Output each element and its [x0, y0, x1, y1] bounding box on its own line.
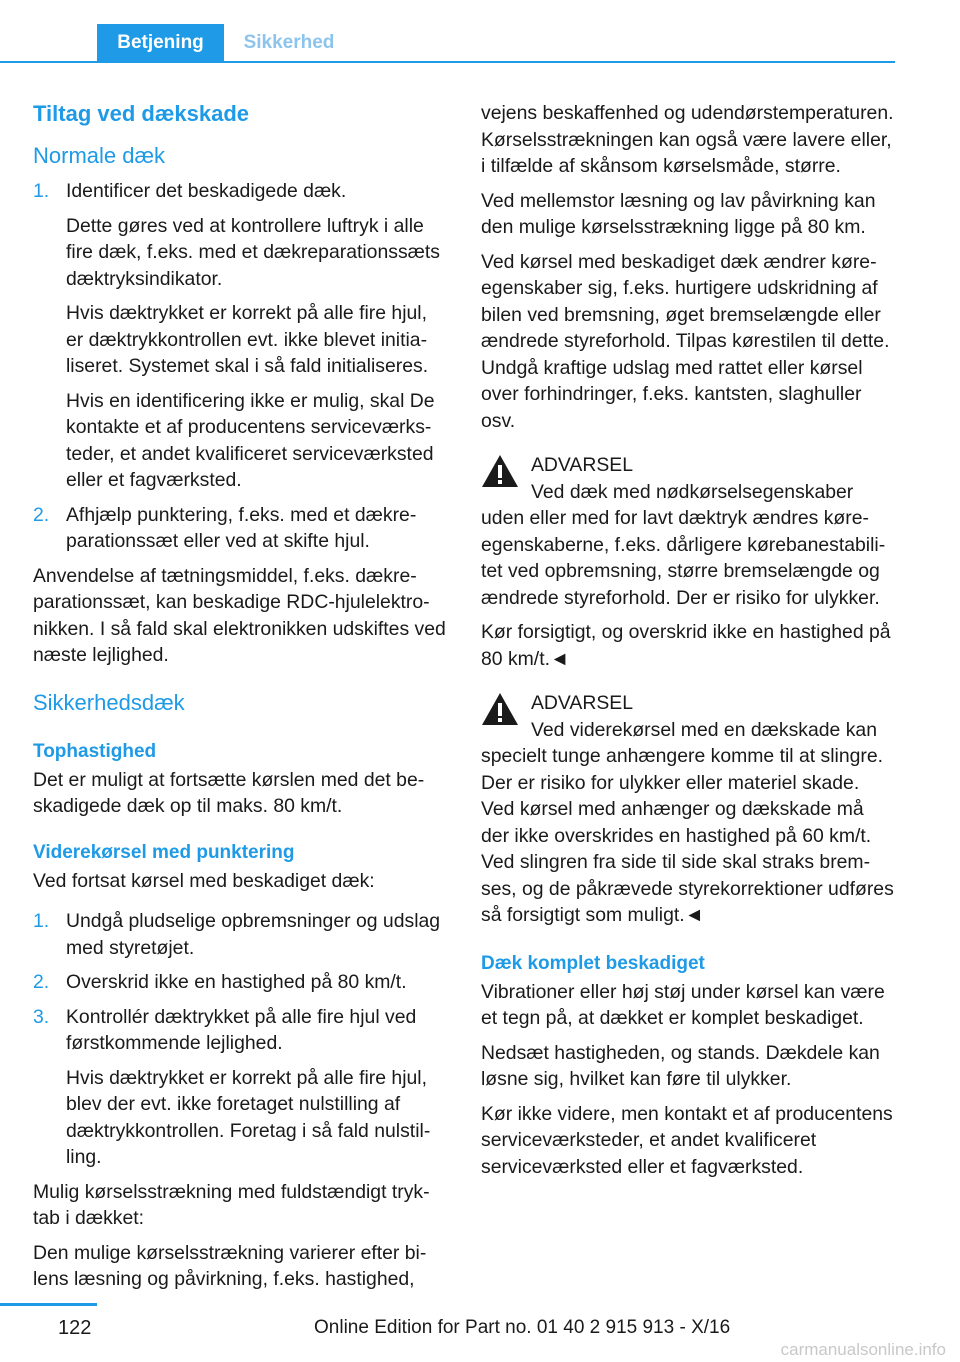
step-text: Overskrid ikke en hastighed på 80 km/t.	[66, 971, 407, 993]
watermark: carmanualsonline.info	[780, 1340, 946, 1359]
tab-betjening[interactable]: Betjening	[97, 24, 224, 62]
subheading-tire-destroyed: Dæk komplet beskadiget	[481, 952, 705, 974]
section-heading-safety-tires: Sikkerhedsdæk	[33, 689, 185, 715]
step-text: Afhjælp punktering, f.eks. med et dækreparationssæt eller ved at skifte hjul.	[66, 503, 417, 552]
top-speed-text: Det er muligt at fortsætte kørslen med det beskadigede dæk op til maks. 80 km/t.	[33, 768, 425, 817]
page-title: Tiltag ved dækskade	[33, 101, 250, 126]
list-item	[33, 502, 449, 555]
puncture-intro: Ved fortsat kørsel med beskadiget dæk:	[33, 869, 375, 892]
normal-tires-steps	[33, 178, 449, 555]
page-number: 122	[58, 1317, 92, 1339]
warning-title: ADVARSEL	[531, 454, 634, 476]
range-text-2: Den mulige kørselsstrækning varierer efter bilens læsning og påvirkning, f.eks. hastighed,	[33, 1241, 427, 1290]
damaged-text-2: Nedsæt hastigheden, og stands. Dækdele kan løsne sig, hvilket kan føre til ulykker.	[481, 1041, 880, 1090]
header-divider	[0, 61, 895, 63]
step-text: Dette gøres ved at kontrollere luftryk i alle fire dæk, f.eks. med et dækreparationssæts dæktryksindikator.	[66, 214, 440, 290]
step-number: 2.	[33, 971, 50, 993]
warning-box	[481, 452, 897, 672]
edition-line: Online Edition for Part no. 01 40 2 915 913 - X/16	[314, 1317, 731, 1338]
step-text: Identificer det beskadigede dæk.	[66, 180, 347, 202]
driving-changes-text: Ved kørsel med beskadiget dæk ændrer køreegenskaber sig, f.eks. hurtigere udskridning af bilen ved bremsning, øget bremselængde eller ændrede styreforhold. Tilpas kørestilen til dette. Undgå kraftige udslag med rattet eller kørsel over forhindringer, f.eks. kantsten, slaghuller osv.	[481, 250, 890, 432]
warning-title: ADVARSEL	[531, 692, 634, 714]
step-text: Kontrollér dæktrykket på alle fire hjul ved førstkommende lejlighed.	[66, 1005, 417, 1054]
step-text: Hvis en identificering ikke er mulig, skal De kontakte et af producentens serviceværksteder, et andet kvalificeret serviceværksted eller et fagværksted.	[66, 389, 435, 491]
warning-triangle-icon	[481, 454, 519, 488]
right-column	[481, 100, 897, 1188]
subheading-puncture: Viderekørsel med punktering	[33, 841, 295, 863]
range-text-1: Mulig kørselsstrækning med fuldstændigt tryktab i dækket:	[33, 1180, 430, 1229]
damaged-text-3: Kør ikke videre, men kontakt et af producentens serviceværksteder, et andet kvalificeret serviceværksted eller et fagværksted.	[481, 1102, 893, 1178]
warning-body: Ved viderekørsel med en dækskade kan specielt tunge anhængere komme til at slingre. Der er risiko for ulykker eller materiel skade. Ved kørsel med anhænger og dækskade må der ikke overskrides en hastighed på 60 km/t. Ved slingren fra side til side skal straks bremses, og de påkrævede styrekorrektioner udføres så forsigtigt som muligt.◄	[481, 718, 894, 926]
list-item	[33, 908, 449, 961]
continuation-text: vejens beskaffenhed og udendørstemperaturen. Kørselsstrækningen kan også være lavere eller, i tilfælde af skånsom kørselsmåde, større.	[481, 102, 894, 177]
list-item	[33, 1004, 449, 1171]
warning-box	[481, 690, 897, 929]
left-column	[33, 100, 449, 1301]
footer-divider	[0, 1303, 97, 1306]
warning-advice: Kør forsigtigt, og overskrid ikke en hastighed på 80 km/t.◄	[481, 621, 891, 670]
step-text: Hvis dæktrykket er korrekt på alle fire hjul, er dæktrykkontrollen evt. ikke blevet initialiseret. Systemet skal i så fald initialiseres.	[66, 302, 429, 377]
puncture-steps	[33, 908, 449, 1171]
list-item	[33, 178, 449, 494]
tab-sikkerhed[interactable]: Sikkerhed	[243, 32, 335, 53]
section-heading-normal-tires: Normale dæk	[33, 143, 166, 168]
list-item	[33, 969, 449, 996]
step-number: 1.	[33, 910, 50, 932]
step-text: Hvis dæktrykket er korrekt på alle fire hjul, blev der evt. ikke foretaget nulstilling af dæktrykkontrollen. Foretag i så fald nulstilling.	[66, 1066, 431, 1168]
medium-load-text: Ved mellemstor læsning og lav påvirkning kan den mulige kørselsstrækning ligge på 80 km.	[481, 189, 876, 238]
warning-body: Ved dæk med nødkørselsegenskaber uden eller med for lavt dæktryk ændres køreegenskaberne, f.eks. dårligere kørebanestabilitet ved opbremsning, større bremselængde og ændrede styreforhold. Der er risiko for ulykker.	[481, 480, 886, 609]
step-text: Undgå pludselige opbremsninger og udslag med styretøjet.	[66, 910, 441, 959]
sealant-note: Anvendelse af tætningsmiddel, f.eks. dækreparationssæt, kan beskadige RDC-hjulelektronikken. I så fald skal elektronikken udskiftes ved næste lejlighed.	[33, 564, 446, 666]
step-number: 2.	[33, 503, 50, 526]
header-tabs	[0, 0, 895, 63]
subheading-top-speed: Tophastighed	[33, 740, 157, 762]
step-number: 1.	[33, 180, 50, 202]
warning-triangle-icon	[481, 692, 519, 726]
step-number: 3.	[33, 1005, 50, 1028]
damaged-text-1: Vibrationer eller høj støj under kørsel kan være et tegn på, at dækket er komplet beskadiget.	[481, 980, 885, 1029]
